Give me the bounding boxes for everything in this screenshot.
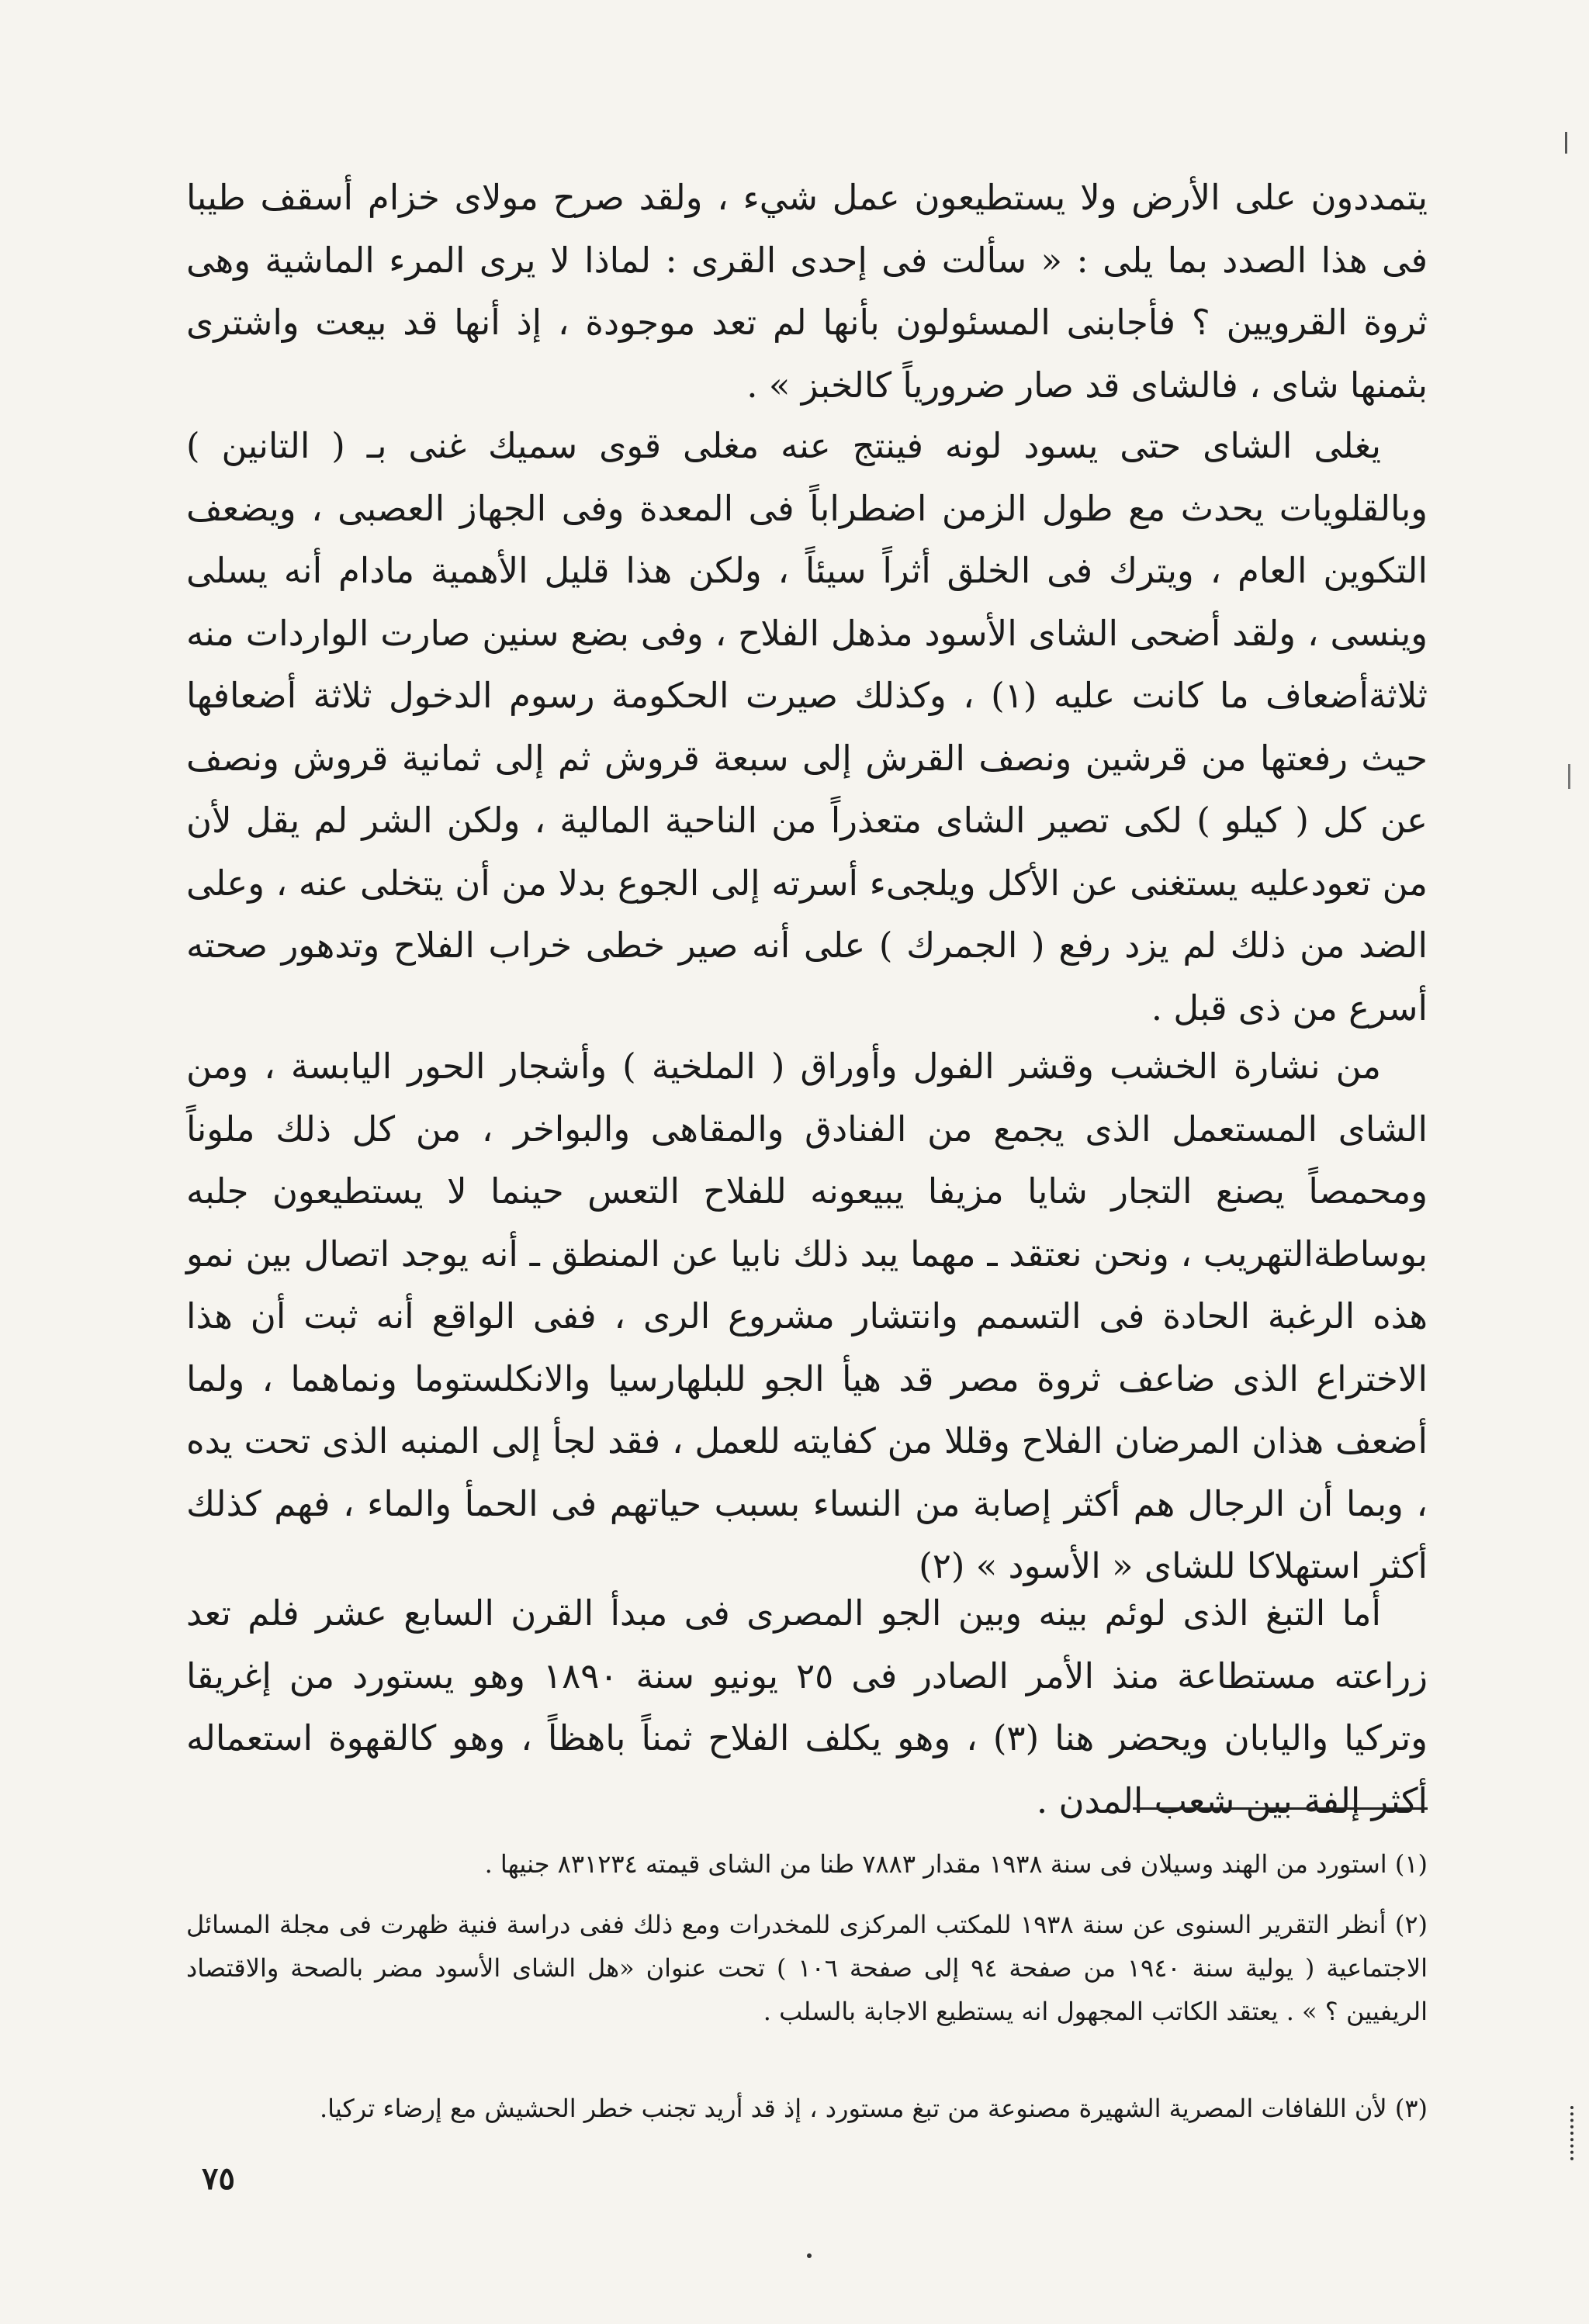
scan-mark [1565,132,1567,154]
footnote-2: (٢) أنظر التقرير السنوى عن سنة ١٩٣٨ للمكتب المركزى للمخدرات ومع ذلك ففى دراسة فنية ظهرت فى مجلة المسائل الاجتماعية ( يولية سنة ١٩٤٠ من صفحة ٩٤ إلى صفحة ١٠٦ ) تحت عنوان «هل الشاى الأسود مضر بالصحة والاقتصاد الريفيين ؟ » . يعتقد الكاتب المجهول انه يستطيع الاجابة بالسلب . [186,1910,1428,2026]
footnote-1: (١) استورد من الهند وسيلان فى سنة ١٩٣٨ مقدار ٧٨٨٣ طنا من الشاى قيمته ٨٣١٢٣٤ جنيها . [484,1849,1428,1879]
body-paragraph-2: يغلى الشاى حتى يسود لونه فينتج عنه مغلى قوى سميك غنى بـ ( التانين ) وبالقلويات يحدث مع طول الزمن اضطراباً فى المعدة وفى الجهاز العصبى ، ويضعف التكوين العام ، ويترك فى الخلق أثراً سيئاً ، ولكن هذا قليل الأهمية مادام أنه يسلى وينسى ، ولقد أضحى الشاى الأسود مذهل الفلاح ، وفى بضع سنين صارت الواردات منه ثلاثةأضعاف ما كانت عليه (١) ، وكذلك صيرت الحكومة رسوم الدخول ثلاثة أضعافها حيث رفعتها من قرشين ونصف القرش إلى سبعة قروش ثم إلى ثمانية قروش ونصف عن كل ( كيلو ) لكى تصير الشاى متعذراً من الناحية المالية ، ولكن الشر لم يقل لأن من تعودعليه يستغنى عن الأكل ويلجىء أسرته إلى الجوع بدلا من أن يتخلى عنه ، وعلى الضد من ذلك لم يزد رفع ( الجمرك ) على أنه صير خطى خراب الفلاح وتدهور صحته أسرع من ذى قبل . [186,425,1428,1029]
page-number: ٧٥ [202,2160,235,2197]
scan-speck [1563,2106,1573,2160]
body-paragraph-3: من نشارة الخشب وقشر الفول وأوراق ( الملخية ) وأشجار الحور اليابسة ، ومن الشاى المستعمل الذى يجمع من الفنادق والمقاهى والبواخر ، من كل ذلك ملوناً ومحمصاً يصنع التجار شايا مزيفا يبيعونه للفلاح التعس حينما لا يستطيعون جلبه بوساطةالتهريب ، ونحن نعتقد ـ مهما يبد ذلك نابيا عن المنطق ـ أنه يوجد اتصال بين نمو هذه الرغبة الحادة فى التسمم وانتشار مشروع الرى ، ففى الواقع أنه ثبت أن هذا الاختراع الذى ضاعف ثروة مصر قد هيأ الجو للبلهارسيا والانكلستوما ونماهما ، ولما أضعف هذان المرضان الفلاح وقللا من كفايته للعمل ، فقد لجأ إلى المنبه الذى تحت يده ، وبما أن الرجال هم أكثر إصابة من النساء بسبب حياتهم فى الحمأ والماء ، فهم كذلك أكثر استهلاكا للشاى « الأسود » (٢) [186,1046,1428,1586]
body-paragraph-1: يتمددون على الأرض ولا يستطيعون عمل شيء ، ولقد صرح مولاى خزام أسقف طيبا فى هذا الصدد بما يلى : « سألت فى إحدى القرى : لماذا لا يرى المرء الماشية وهى ثروة القرويين ؟ فأجابنى المسئولون بأنها لم تعد موجودة ، إذ أنها قد بيعت واشترى بثمنها شاى ، فالشاى قد صار ضرورياً كالخبز » . [186,177,1428,406]
footnote-3: (٣) لأن اللفافات المصرية الشهيرة مصنوعة من تبغ مستورد ، إذ قد أريد تجنب خطر الحشيش مع إرضاء تركيا. [319,2094,1428,2123]
body-paragraph-4: أما التبغ الذى لوئم بينه وبين الجو المصرى فى مبدأ القرن السابع عشر فلم تعد زراعته مستطاعة منذ الأمر الصادر فى ٢٥ يونيو سنة ١٨٩٠ وهو يستورد من إغريقا وتركيا واليابان ويحضر هنا (٣) ، وهو يكلف الفلاح ثمناً باهظاً ، وهو كالقهوة استعماله أكثر إلفة بين شعب المدن . [186,1593,1428,1821]
scan-speck [807,2253,812,2258]
footnote-divider [1133,1807,1428,1810]
scan-mark [1568,764,1570,789]
